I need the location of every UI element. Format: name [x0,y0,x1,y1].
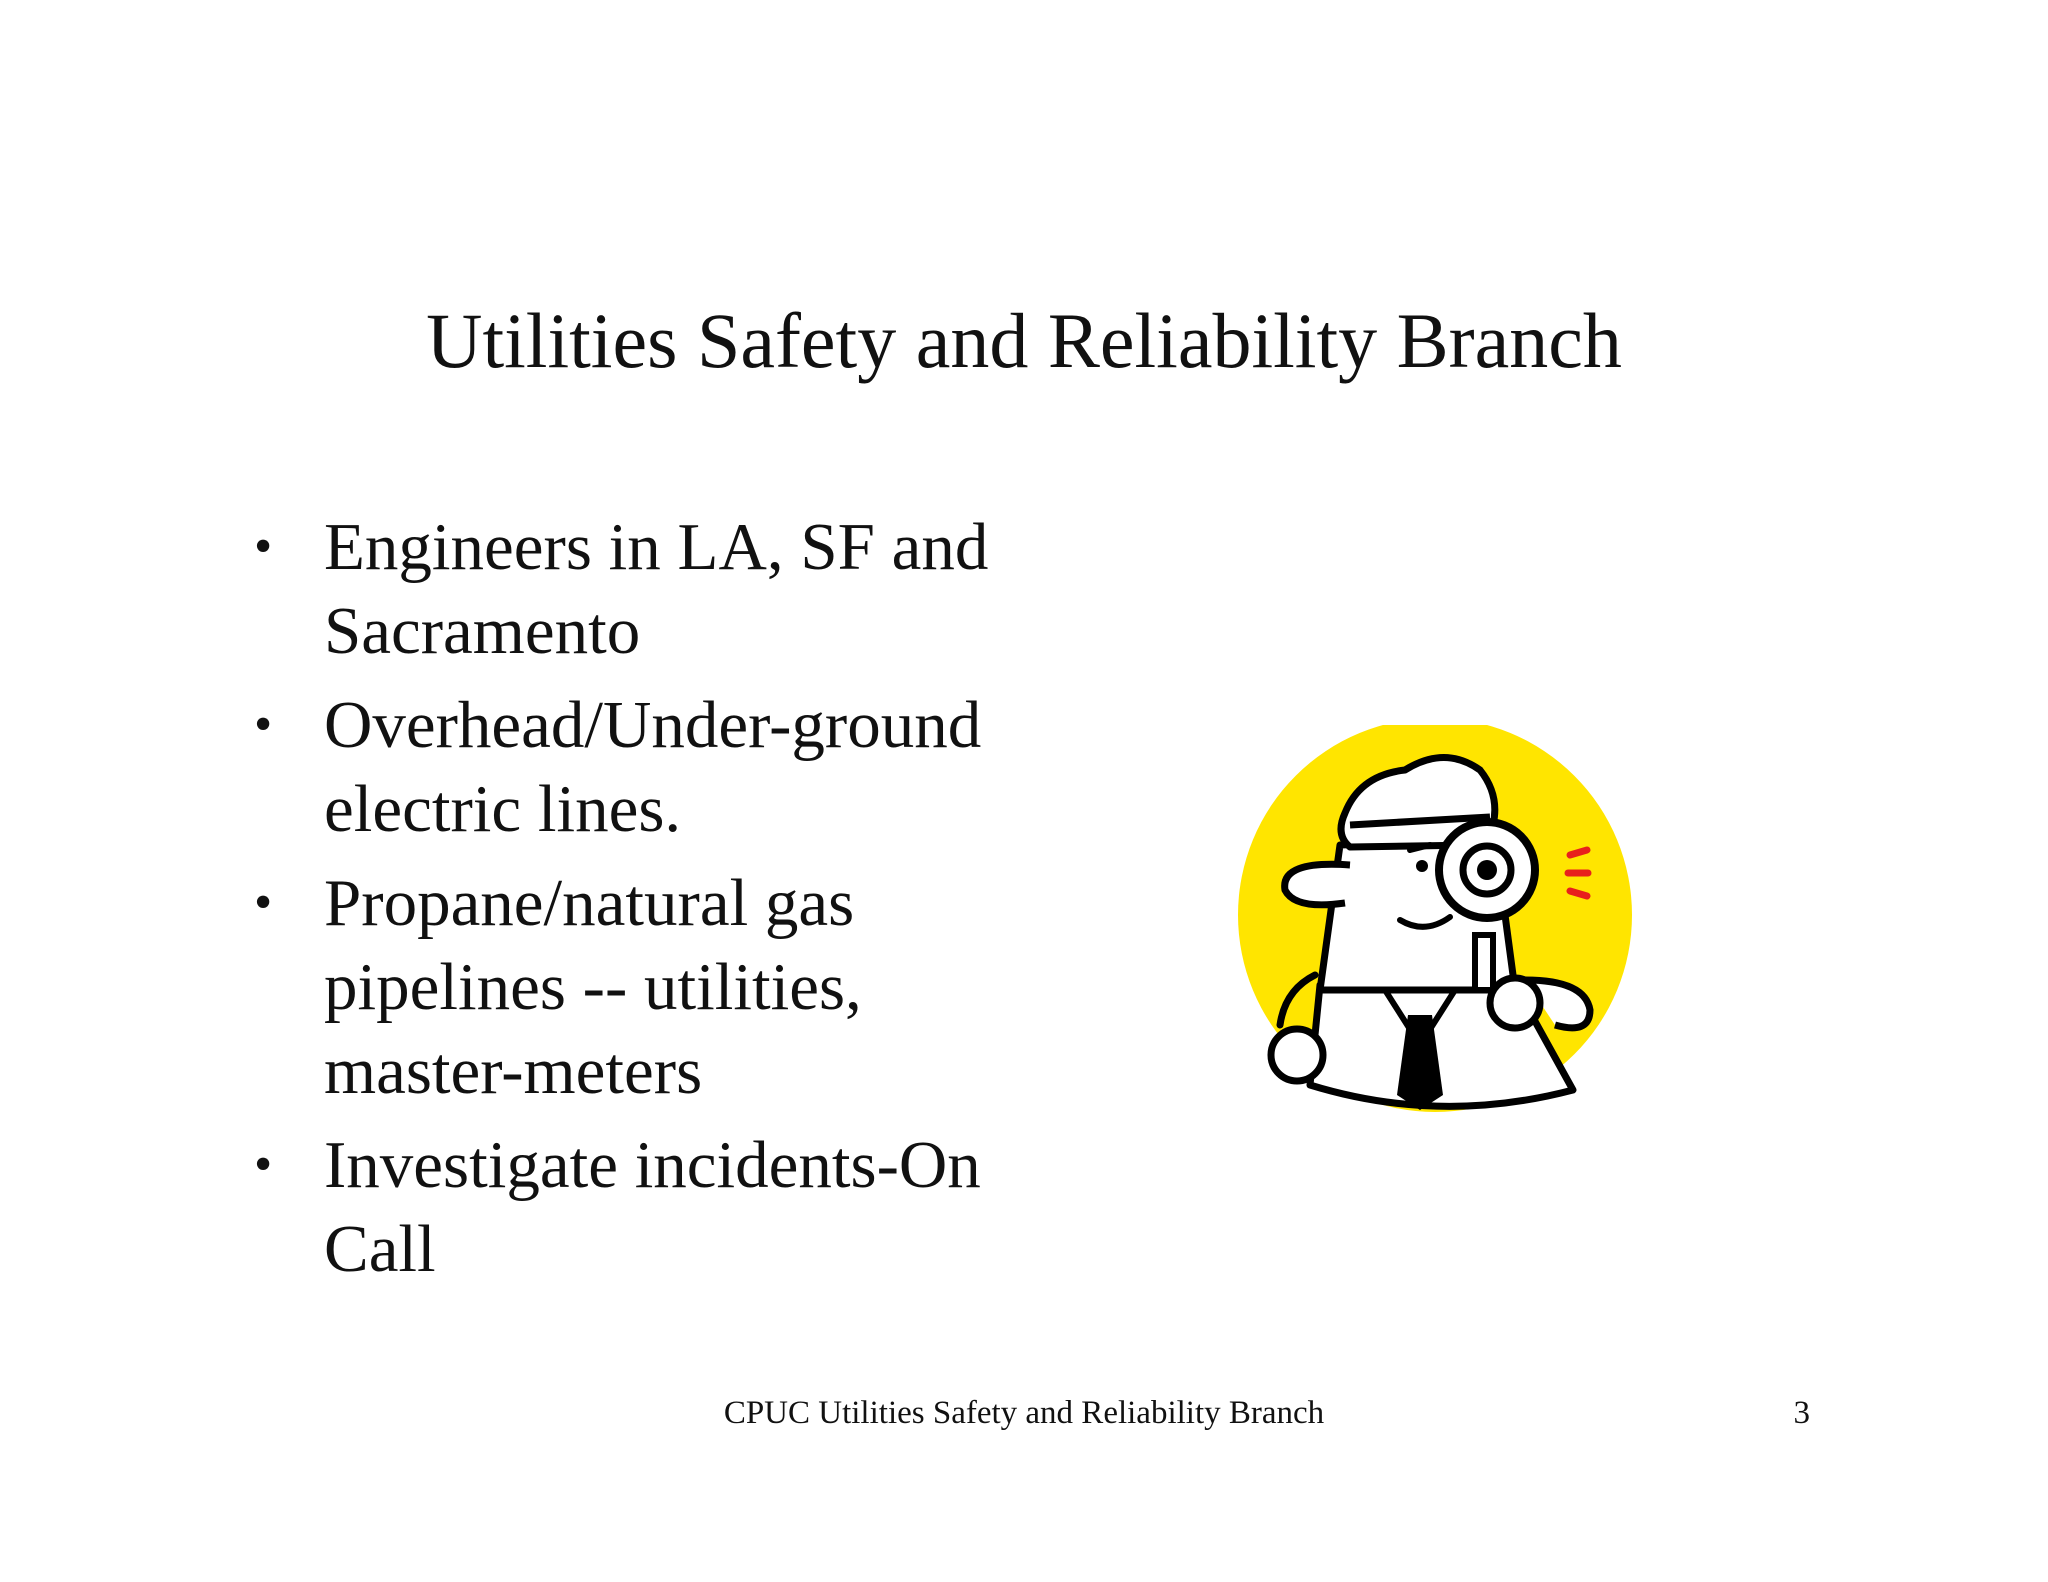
alert-mark-3 [1570,891,1587,896]
footer-text: CPUC Utilities Safety and Reliability Branch [723,1395,1325,1431]
bullet-line: Engineers in LA, SF and [324,510,989,584]
bullet-item [254,505,1074,673]
bullet-marker: • [254,518,273,575]
right-hand [1490,978,1540,1028]
bullet-line: master-meters [324,1034,703,1108]
bullet-marker: • [254,696,273,753]
bullet-line: pipelines -- utilities, [324,950,862,1024]
alert-mark-1 [1570,850,1587,855]
eye [1416,860,1428,872]
slide-title: Utilities Safety and Reliability Branch [426,297,1622,384]
bullet-item [254,1123,1074,1291]
bullet-item [254,861,1074,1113]
bullet-item [254,683,1074,851]
bullet-line: Sacramento [324,594,641,668]
left-hand [1271,1029,1323,1081]
page-number: 3 [1793,1395,1810,1431]
bullet-line: Overhead/Under-ground [324,688,982,762]
bullet-marker: • [254,1136,273,1193]
bullet-line: Investigate incidents-On [324,1128,981,1202]
detective-nose [1285,864,1350,905]
bullet-line: Call [324,1212,436,1286]
bullet-marker: • [254,874,273,931]
bullet-list [254,505,1074,1301]
magnifier-handle [1475,935,1493,990]
magnified-pupil [1477,860,1497,880]
bullet-line: electric lines. [324,772,682,846]
bullet-line: Propane/natural gas [324,866,855,940]
detective-magnifying-glass-icon [1225,725,1645,1115]
